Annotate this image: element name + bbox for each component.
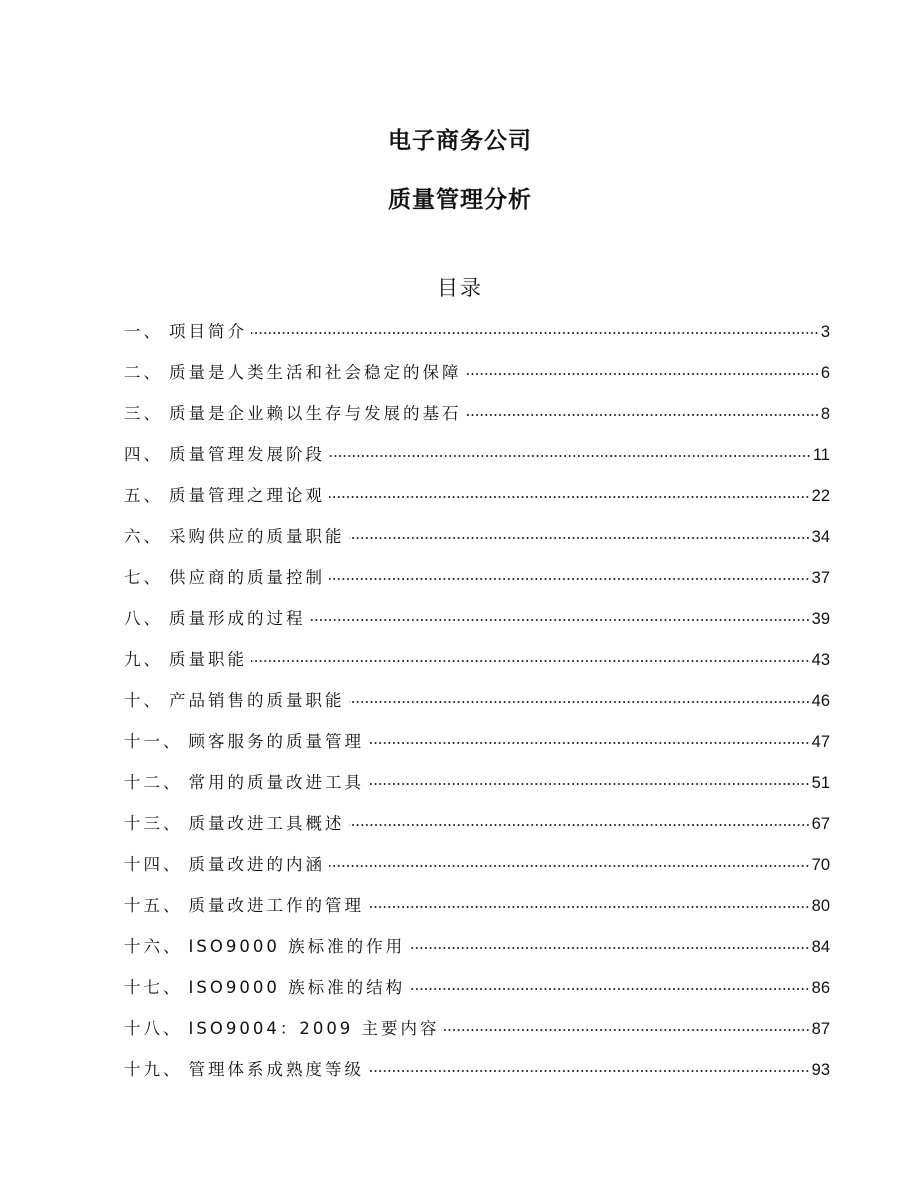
toc-entry-page-number: 8: [820, 405, 830, 423]
toc-dot-leader: [329, 495, 810, 499]
document-subtitle: 质量管理分析: [388, 187, 532, 213]
toc-entry-number: 十七、: [124, 978, 183, 997]
toc-entry-title: 质量改进工作的管理: [188, 896, 364, 915]
toc-dot-leader: [409, 946, 810, 950]
toc-dot-leader: [466, 413, 819, 417]
toc-dot-leader: [349, 823, 810, 827]
toc-entry-page-number: 93: [811, 1061, 830, 1079]
toc-entry-page-number: 46: [811, 692, 830, 710]
toc-entry-page-number: 37: [811, 569, 830, 587]
toc-entry-page-number: 70: [811, 856, 830, 874]
toc-dot-leader: [310, 618, 810, 622]
table-of-contents: [124, 318, 830, 1097]
toc-dot-leader: [368, 1069, 810, 1073]
toc-dot-leader: [329, 577, 810, 581]
toc-entry-number: 十一、: [124, 732, 183, 751]
toc-entry-page-number: 34: [811, 528, 830, 546]
toc-entry[interactable]: [124, 851, 830, 892]
toc-entry-title: 质量是人类生活和社会稳定的保障: [169, 363, 462, 382]
toc-entry[interactable]: [124, 523, 830, 564]
toc-dot-leader: [466, 372, 819, 376]
toc-entry[interactable]: [124, 892, 830, 933]
toc-dot-leader: [251, 331, 819, 335]
toc-entry-number: 四、: [124, 445, 163, 464]
toc-entry[interactable]: [124, 564, 830, 605]
toc-entry-title: 质量职能: [169, 650, 247, 669]
toc-entry-page-number: 22: [811, 487, 830, 505]
toc-entry-page-number: 43: [811, 651, 830, 669]
toc-entry-number: 十三、: [124, 814, 183, 833]
toc-entry-title: 顾客服务的质量管理: [188, 732, 364, 751]
toc-entry-number: 十二、: [124, 773, 183, 792]
toc-entry-title: 产品销售的质量职能: [169, 691, 345, 710]
toc-entry-page-number: 51: [811, 774, 830, 792]
toc-entry-number: 三、: [124, 404, 163, 423]
toc-entry-title: 常用的质量改进工具: [188, 773, 364, 792]
toc-entry[interactable]: [124, 482, 830, 523]
toc-dot-leader: [368, 782, 810, 786]
toc-entry[interactable]: [124, 646, 830, 687]
toc-entry-page-number: 47: [811, 733, 830, 751]
toc-entry[interactable]: [124, 1015, 830, 1056]
toc-entry-number: 十五、: [124, 896, 183, 915]
toc-entry-title: 项目简介: [169, 322, 247, 341]
toc-dot-leader: [368, 905, 810, 909]
toc-entry-page-number: 86: [811, 979, 830, 997]
toc-entry-number: 八、: [124, 609, 163, 628]
toc-entry-page-number: 67: [811, 815, 830, 833]
toc-entry-title: 质量改进工具概述: [188, 814, 345, 833]
toc-entry-title: 质量改进的内涵: [188, 855, 325, 874]
toc-entry-title: ISO9004：2009 主要内容: [188, 1019, 440, 1038]
toc-entry-title: ISO9000 族标准的结构: [188, 978, 406, 997]
toc-dot-leader: [368, 741, 810, 745]
toc-entry[interactable]: [124, 769, 830, 810]
toc-entry-page-number: 3: [820, 323, 830, 341]
toc-entry[interactable]: [124, 605, 830, 646]
toc-entry[interactable]: [124, 974, 830, 1015]
toc-dot-leader: [444, 1028, 810, 1032]
toc-entry[interactable]: [124, 400, 830, 441]
toc-entry-number: 一、: [124, 322, 163, 341]
toc-entry-title: 质量管理之理论观: [169, 486, 325, 505]
toc-dot-leader: [349, 536, 810, 540]
toc-entry-title: 质量管理发展阶段: [169, 445, 325, 464]
toc-entry-title: 质量形成的过程: [169, 609, 306, 628]
toc-entry-page-number: 80: [811, 897, 830, 915]
toc-entry-number: 六、: [124, 527, 163, 546]
toc-heading: 目录: [437, 276, 483, 300]
toc-entry[interactable]: [124, 728, 830, 769]
toc-entry-number: 十四、: [124, 855, 183, 874]
toc-dot-leader: [329, 454, 811, 458]
toc-entry-number: 七、: [124, 568, 163, 587]
toc-entry-title: 采购供应的质量职能: [169, 527, 345, 546]
toc-entry-number: 十六、: [124, 937, 183, 956]
toc-entry[interactable]: [124, 933, 830, 974]
toc-entry-number: 二、: [124, 363, 163, 382]
toc-entry-number: 九、: [124, 650, 163, 669]
toc-entry-number: 十九、: [124, 1060, 183, 1079]
toc-entry[interactable]: [124, 318, 830, 359]
toc-entry-page-number: 84: [811, 938, 830, 956]
toc-dot-leader: [349, 700, 810, 704]
toc-entry-page-number: 6: [820, 364, 830, 382]
toc-entry-page-number: 11: [812, 446, 830, 464]
toc-entry-number: 五、: [124, 486, 163, 505]
toc-entry-number: 十、: [124, 691, 163, 710]
toc-entry[interactable]: [124, 441, 830, 482]
toc-entry-title: ISO9000 族标准的作用: [188, 937, 406, 956]
toc-dot-leader: [251, 659, 810, 663]
toc-entry-title: 质量是企业赖以生存与发展的基石: [169, 404, 462, 423]
toc-dot-leader: [329, 864, 810, 868]
toc-entry[interactable]: [124, 359, 830, 400]
toc-entry-title: 管理体系成熟度等级: [188, 1060, 364, 1079]
toc-entry-title: 供应商的质量控制: [169, 568, 325, 587]
toc-entry-page-number: 87: [811, 1020, 830, 1038]
toc-entry-page-number: 39: [811, 610, 830, 628]
toc-entry[interactable]: [124, 687, 830, 728]
document-title: 电子商务公司: [388, 128, 532, 154]
toc-dot-leader: [409, 987, 810, 991]
toc-entry-number: 十八、: [124, 1019, 183, 1038]
toc-entry[interactable]: [124, 1056, 830, 1097]
toc-entry[interactable]: [124, 810, 830, 851]
